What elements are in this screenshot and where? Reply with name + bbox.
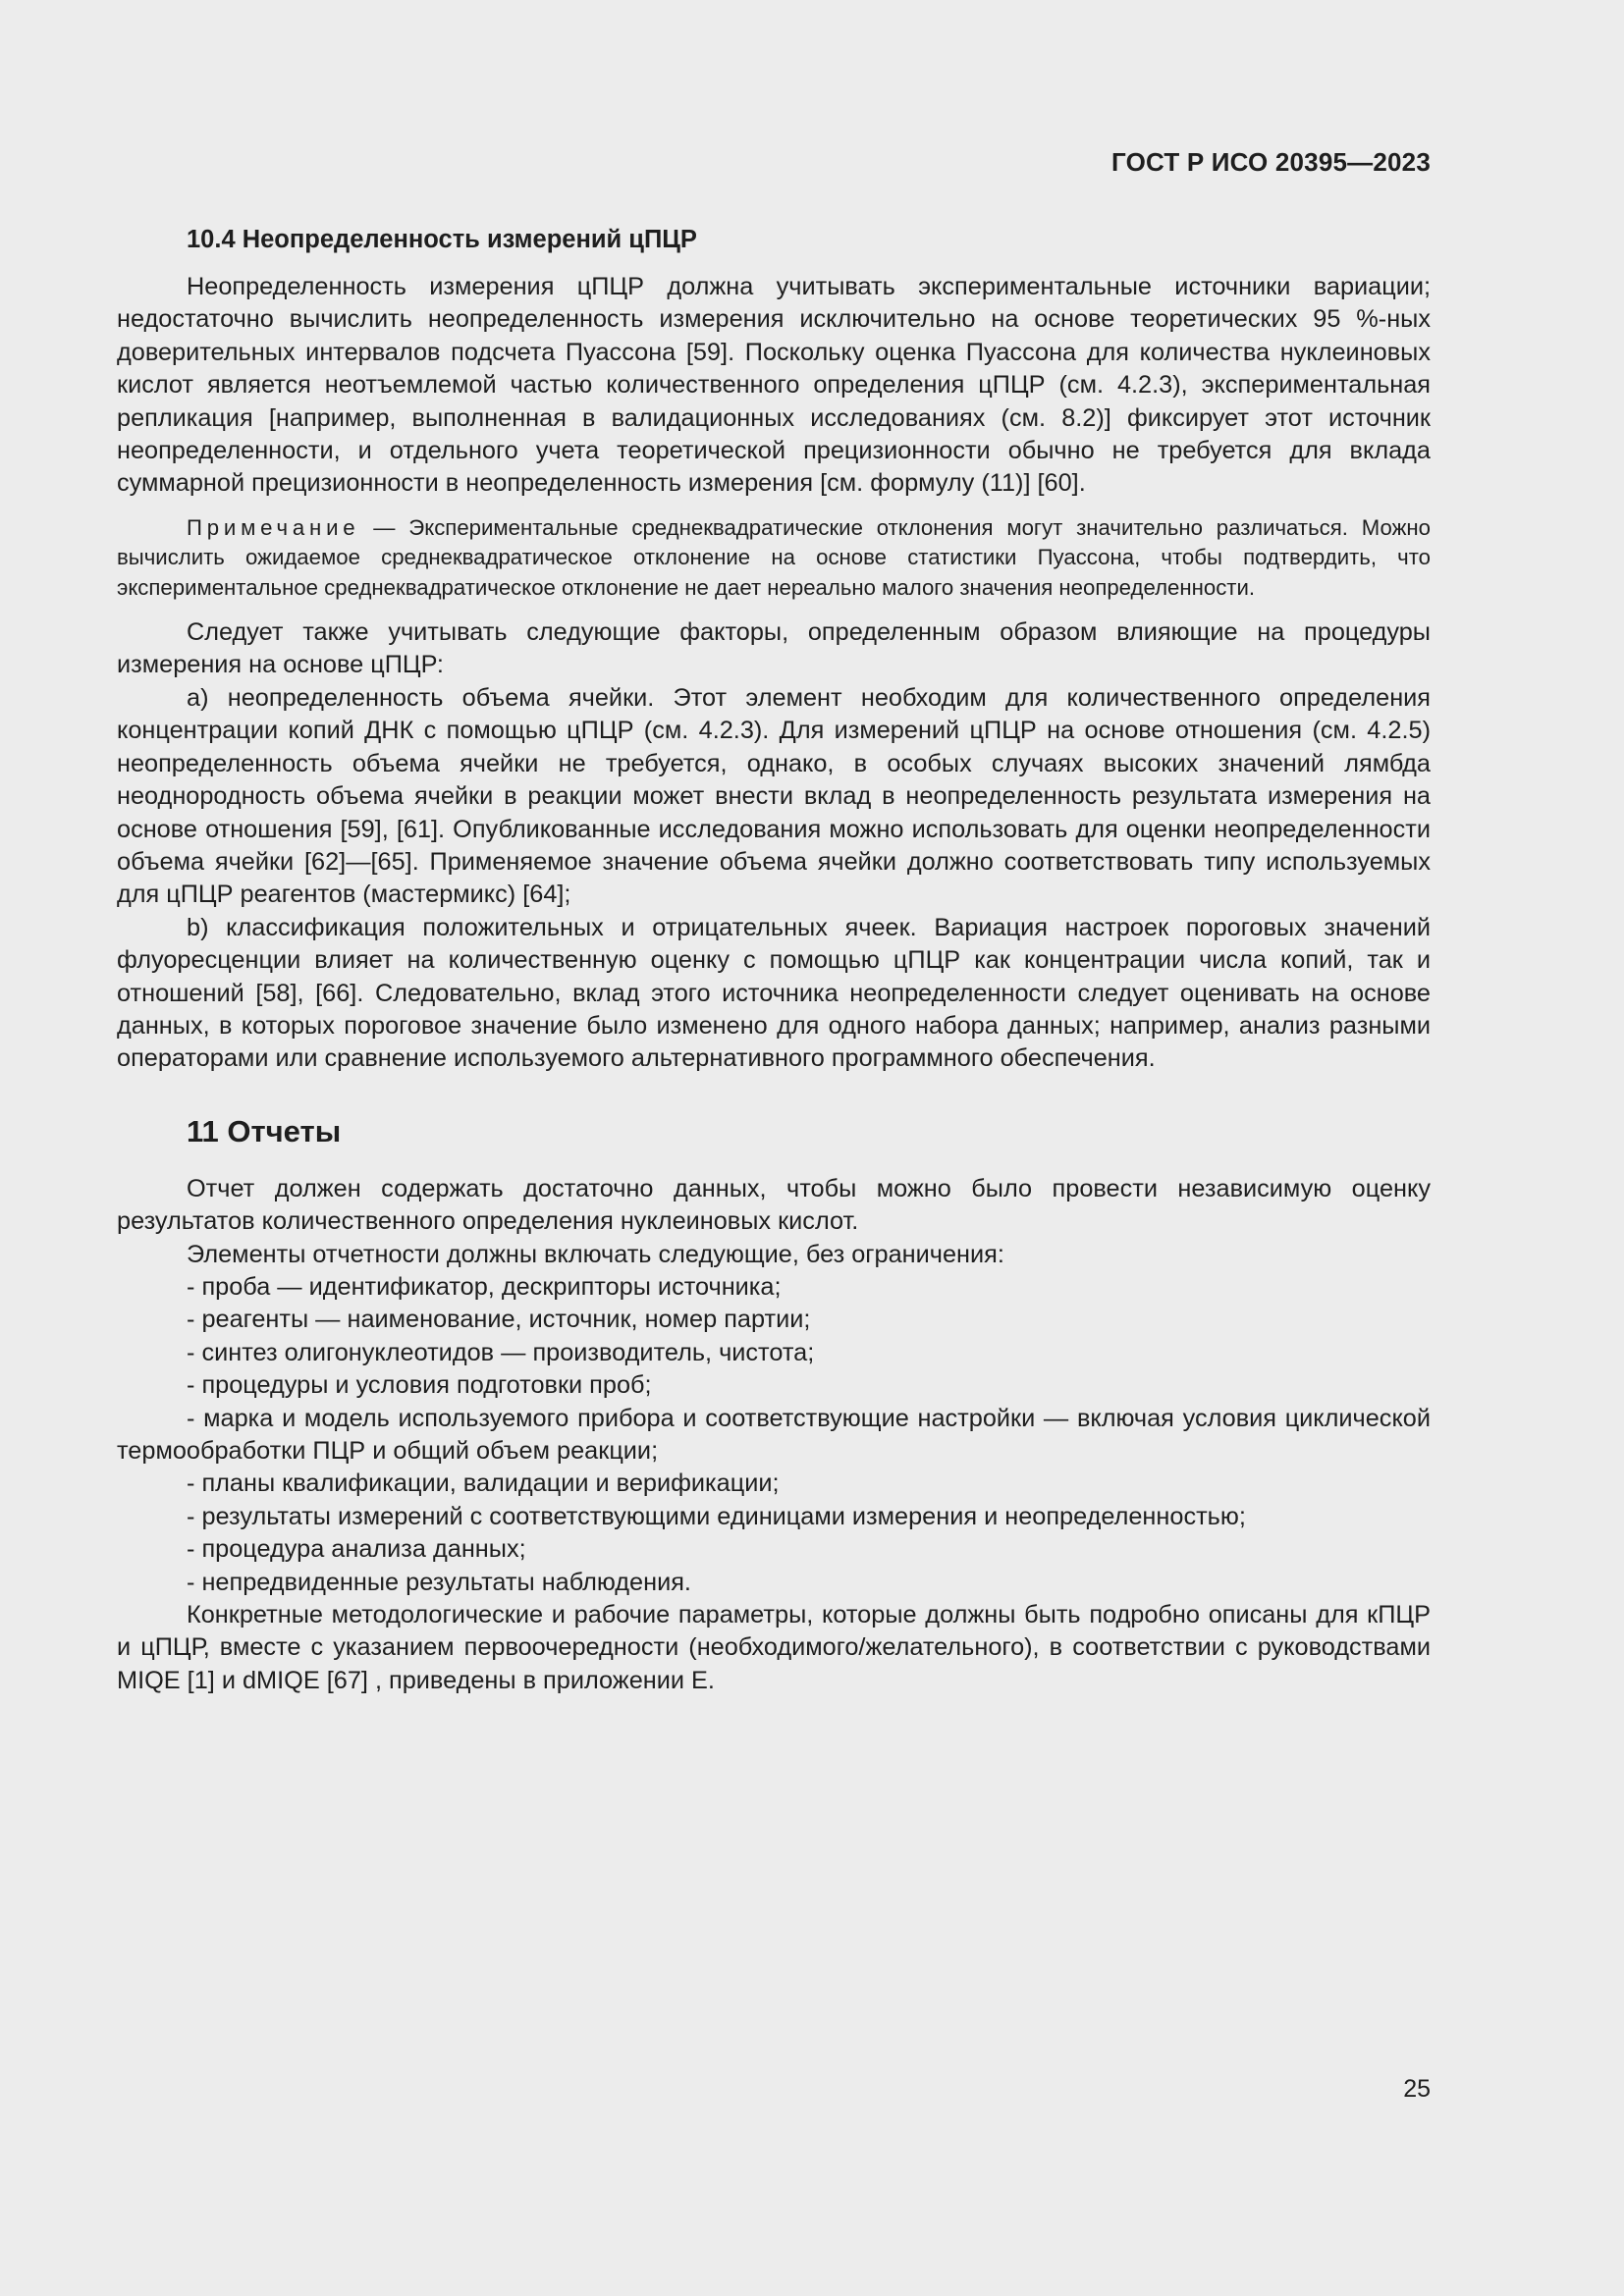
section-10-4-paragraph-2: Следует также учитывать следующие факторы, определенным образом влияющие на процедуры измерения на основе цПЦР: bbox=[117, 618, 1431, 679]
section-10-4-title: 10.4 Неопределенность измерений цПЦР bbox=[187, 226, 697, 253]
document-code-header: ГОСТ Р ИСО 20395—2023 bbox=[1110, 147, 1431, 177]
note-text: — Экспериментальные среднеквадратические отклонения могут значительно различаться. Можно вычислить ожидаемое среднеквадратическое отклонение на основе статистики Пуассона, чтобы подтвердить, что экспериментальное среднеквадратическое отклонение не дает нереально малого значения неопределенности. bbox=[117, 514, 1431, 600]
report-item: - непредвиденные результаты наблюдения. bbox=[187, 1568, 691, 1596]
report-item: - проба — идентификатор, дескрипторы источника; bbox=[187, 1272, 782, 1301]
report-item: - реагенты — наименование, источник, номер партии; bbox=[187, 1306, 811, 1334]
report-item: - планы квалификации, валидации и верификации; bbox=[187, 1469, 780, 1498]
page-number: 25 bbox=[1403, 2075, 1431, 2103]
note-label: Примечание bbox=[187, 514, 360, 540]
section-11-paragraph-3: Конкретные методологические и рабочие параметры, которые должны быть подробно описаны для кПЦР и цПЦР, вместе с указанием первоочередности (необходимого/желательного), в соответствии с руководствами MIQE [1] и dMIQE [67] , приведены в приложении Е. bbox=[117, 1601, 1431, 1694]
report-item: - процедура анализа данных; bbox=[187, 1535, 526, 1564]
section-11-paragraph-2: Элементы отчетности должны включать следующие, без ограничения: bbox=[187, 1240, 1004, 1268]
list-item-a: a) неопределенность объема ячейки. Этот элемент необходим для количественного определения концентрации копий ДНК с помощью цПЦР (см. 4.2.3). Для измерений цПЦР на основе отношения (см. 4.2.5) неопределенность объема ячейки не требуется, однако, в особых случаях высоких значений лямбда неоднородность объема ячейки в реакции может внести вклад в неопределенность результата измерения на основе отношения [59], [61]. Опубликованные исследования можно использовать для оценки неопределенности объема ячейки [62]—[65]. Применяемое значение объема ячейки должно соответствовать типу используемых для цПЦР реагентов (мастермикс) [64]; bbox=[117, 683, 1431, 909]
list-item-b: b) классификация положительных и отрицательных ячеек. Вариация настроек пороговых значений флуоресценции влияет на количественную оценку с помощью цПЦР как концентрации числа копий, так и отношений [58], [66]. Следовательно, вклад этого источника неопределенности следует оценивать на основе данных, в которых пороговое значение было изменено для одного набора данных; например, анализ разными операторами или сравнение используемого альтернативного программного обеспечения. bbox=[117, 913, 1431, 1073]
report-item: - синтез олигонуклеотидов — производитель, чистота; bbox=[187, 1338, 815, 1366]
note-paragraph bbox=[117, 513, 1431, 603]
page-content bbox=[117, 224, 1431, 1697]
report-item: - марка и модель используемого прибора и соответствующие настройки — включая условия циклической термообработки ПЦР и общий объем реакции; bbox=[117, 1404, 1431, 1465]
section-11-paragraph-1: Отчет должен содержать достаточно данных, чтобы можно было провести независимую оценку результатов количественного определения нуклеиновых кислот. bbox=[117, 1174, 1431, 1236]
report-item: - результаты измерений с соответствующими единицами измерения и неопределенностью; bbox=[187, 1502, 1246, 1530]
report-item: - процедуры и условия подготовки проб; bbox=[187, 1371, 652, 1400]
section-11-title: 11 Отчеты bbox=[187, 1113, 342, 1148]
section-10-4-paragraph-1: Неопределенность измерения цПЦР должна учитывать экспериментальные источники вариации; недостаточно вычислить неопределенность измерения исключительно на основе теоретических 95 %-ных доверительных интервалов подсчета Пуассона [59]. Поскольку оценка Пуассона для количества нуклеиновых кислот является неотъемлемой частью количественного определения цПЦР (см. 4.2.3), экспериментальная репликация [например, выполненная в валидационных исследованиях (см. 8.2)] фиксирует этот источник неопределенности, и отдельного учета теоретической прецизионности обычно не требуется для вклада суммарной прецизионности в неопределенность измерения [см. формулу (11)] [60]. bbox=[117, 273, 1431, 498]
